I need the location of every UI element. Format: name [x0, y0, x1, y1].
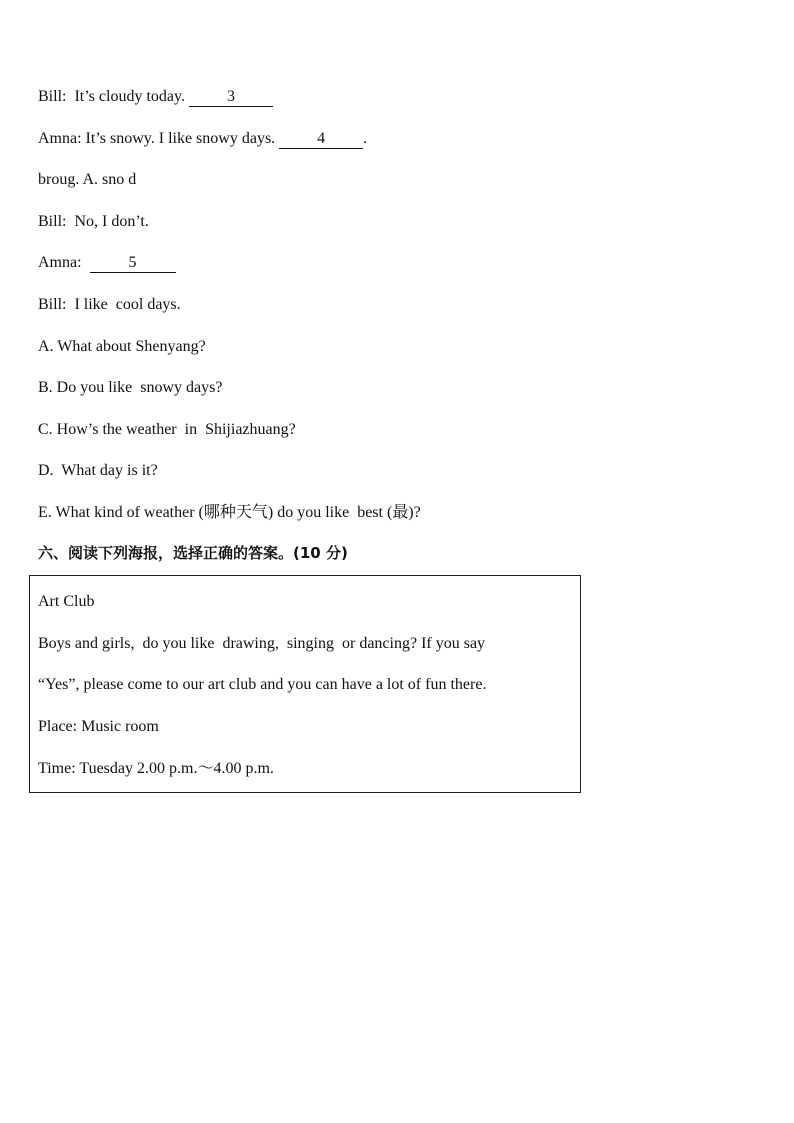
dialogue-text: Amna: It’s snowy. I like snowy days.: [38, 130, 280, 147]
option-c: C. How’s the weather in Shijiazhuang?: [38, 421, 296, 438]
dialogue-text: Bill: It’s cloudy today.: [38, 88, 189, 105]
poster-body-line-1: Boys and girls, do you like drawing, singing or dancing? If you say: [38, 635, 486, 652]
answer-blank-5[interactable]: [90, 254, 176, 273]
option-e: E. What kind of weather (哪种天气) do you like best (最)?: [38, 504, 421, 521]
poster-title: Art Club: [38, 593, 95, 610]
answer-blank-4[interactable]: [279, 130, 363, 149]
section-heading: 六、阅读下列海报，选择正确的答案。(10 分): [38, 544, 348, 562]
blank-number: 5: [128, 254, 137, 271]
poster-place: Place: Music room: [38, 718, 159, 735]
dialogue-line-bill-2: [38, 212, 149, 232]
option-b: B. Do you like snowy days?: [38, 379, 223, 396]
poster-body-line-2: “Yes”, please come to our art club and you can have a lot of fun there.: [38, 676, 487, 693]
dialogue-line-amna-2: [38, 253, 176, 273]
dialogue-line-bill-1: [38, 87, 273, 107]
blank-number: 4: [317, 130, 326, 147]
dialogue-text: broug. A. sno d: [38, 171, 137, 188]
art-club-poster: [29, 575, 581, 793]
dialogue-text: Amna:: [38, 254, 90, 271]
poster-time: Time: Tuesday 2.00 p.m.～4.00 p.m.: [38, 760, 274, 777]
answer-blank-3[interactable]: [189, 88, 273, 107]
dialogue-line-garbled: [38, 170, 136, 190]
option-d: D. What day is it?: [38, 462, 158, 479]
dialogue-text: Bill: No, I don’t.: [38, 213, 149, 230]
option-a: A. What about Shenyang?: [38, 338, 206, 355]
dialogue-text-after: .: [363, 130, 368, 147]
dialogue-line-bill-3: [38, 295, 181, 315]
dialogue-line-amna-1: [38, 129, 367, 149]
blank-number: 3: [226, 88, 235, 105]
dialogue-text: Bill: I like cool days.: [38, 296, 181, 313]
